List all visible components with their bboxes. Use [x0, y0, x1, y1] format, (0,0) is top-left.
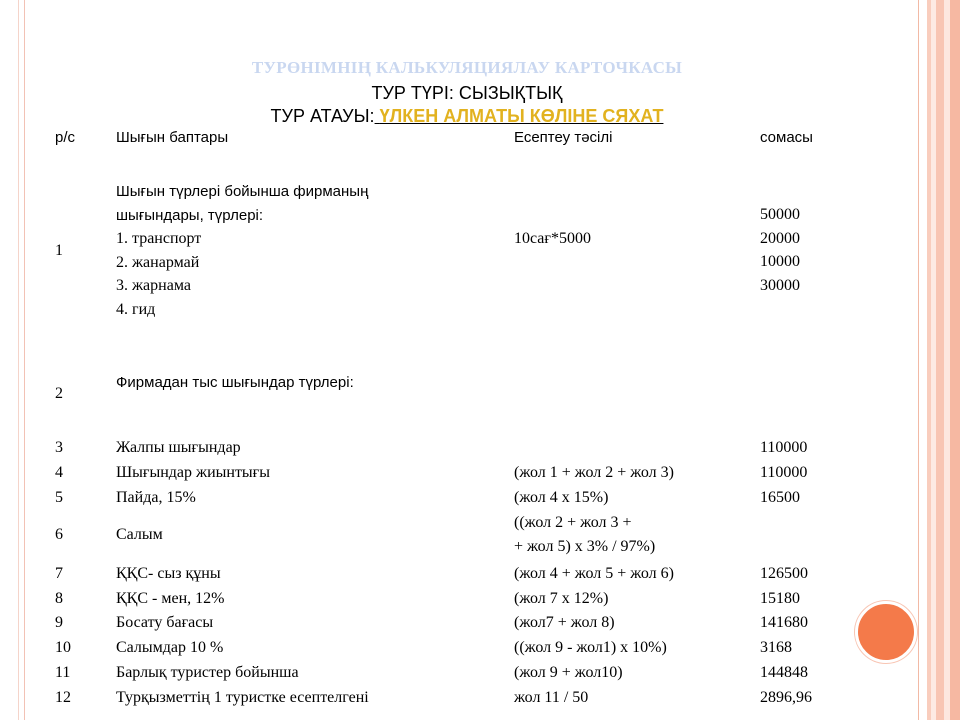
- row-item: Салымдар 10 %: [116, 639, 224, 656]
- row-amount: 110000: [760, 439, 808, 456]
- row-item: Салым: [116, 526, 163, 543]
- row-amount: 110000: [760, 464, 808, 481]
- row-1-item-line: 3. жарнама: [116, 277, 191, 294]
- row-amount: 2896,96: [760, 689, 812, 706]
- row-method: [514, 511, 655, 558]
- row-amount: 3168: [760, 639, 792, 656]
- tour-type: ТУР ТҮРІ: СЫЗЫҚТЫҚ: [371, 83, 563, 103]
- row-1-number: 1: [55, 242, 63, 259]
- row-1-amount-line: 20000: [760, 229, 800, 247]
- row-item: Босату бағасы: [116, 614, 214, 631]
- row-amount: 15180: [760, 590, 800, 607]
- row-2-number: 2: [55, 385, 63, 402]
- row-method: (жол7 + жол 8): [514, 614, 615, 631]
- row-number: 4: [55, 464, 63, 481]
- row-number: 12: [55, 689, 71, 706]
- col-header-amount: сомасы: [760, 129, 813, 146]
- row-1-method: 10сағ*5000: [514, 230, 591, 247]
- row-number: 3: [55, 439, 63, 456]
- row-number: 9: [55, 614, 63, 631]
- col-header-method: Есептеу тәсілі: [514, 129, 613, 146]
- row-item: Жалпы шығындар: [116, 439, 241, 456]
- row-method: (жол 4 + жол 5 + жол 6): [514, 565, 674, 582]
- col-header-number: р/с: [55, 129, 76, 146]
- col-header-item: Шығын баптары: [116, 129, 229, 146]
- row-method-line: ((жол 2 + жол 3 +: [514, 514, 632, 531]
- tour-name-line: [0, 106, 934, 127]
- decorative-circle: [855, 601, 917, 663]
- row-1-amount-line: 50000: [760, 206, 800, 223]
- slide-title: ТУРӨНІМНІҢ КАЛЬКУЛЯЦИЯЛАУ КАРТОЧКАСЫ: [251, 58, 683, 77]
- row-number: 11: [55, 664, 71, 681]
- row-method-line: + жол 5) х 3% / 97%): [514, 537, 656, 555]
- row-amount: 141680: [760, 614, 808, 631]
- row-method: (жол 1 + жол 2 + жол 3): [514, 464, 674, 481]
- row-1-amount-line: 10000: [760, 253, 800, 270]
- row-method: (жол 4 х 15%): [514, 489, 609, 506]
- row-item: Шығындар жиынтығы: [116, 464, 270, 481]
- row-number: 5: [55, 489, 63, 506]
- row-2-item: Фирмадан тыс шығындар түрлері:: [116, 374, 354, 391]
- row-1-item-line: 1. транспорт: [116, 230, 202, 247]
- row-amount: 126500: [760, 565, 808, 582]
- row-amount: 144848: [760, 664, 808, 681]
- row-item: Барлық туристер бойынша: [116, 664, 299, 681]
- row-number: 6: [55, 526, 63, 543]
- row-1-item-line: шығындары, түрлері:: [116, 206, 264, 224]
- row-item: ҚҚС- сыз құны: [116, 565, 221, 582]
- row-1-item-line: 4. гид: [116, 300, 156, 318]
- row-item: Пайда, 15%: [116, 489, 196, 506]
- row-amount: 16500: [760, 489, 800, 506]
- row-method: жол 11 / 50: [514, 689, 589, 706]
- row-method: (жол 9 + жол10): [514, 664, 623, 681]
- row-number: 10: [55, 639, 71, 656]
- row-1-item-line: Шығын түрлері бойынша фирманың: [116, 183, 369, 200]
- row-1-item-line: 2. жанармай: [116, 253, 200, 271]
- row-number: 8: [55, 590, 63, 607]
- row-1-amounts: [760, 203, 800, 297]
- row-method: (жол 7 х 12%): [514, 590, 609, 607]
- row-method: ((жол 9 - жол1) х 10%): [514, 639, 667, 656]
- row-1-amount-line: 30000: [760, 276, 800, 294]
- row-number: 7: [55, 565, 63, 582]
- tour-name: ҮЛКЕН АЛМАТЫ КӨЛІНЕ СЯХАТ: [379, 106, 664, 126]
- row-1-item: [116, 180, 368, 321]
- row-item: Турқызметтің 1 туристке есептелгені: [116, 689, 369, 706]
- row-item: ҚҚС - мен, 12%: [116, 590, 225, 607]
- tour-name-label: ТУР АТАУЫ:: [270, 106, 375, 126]
